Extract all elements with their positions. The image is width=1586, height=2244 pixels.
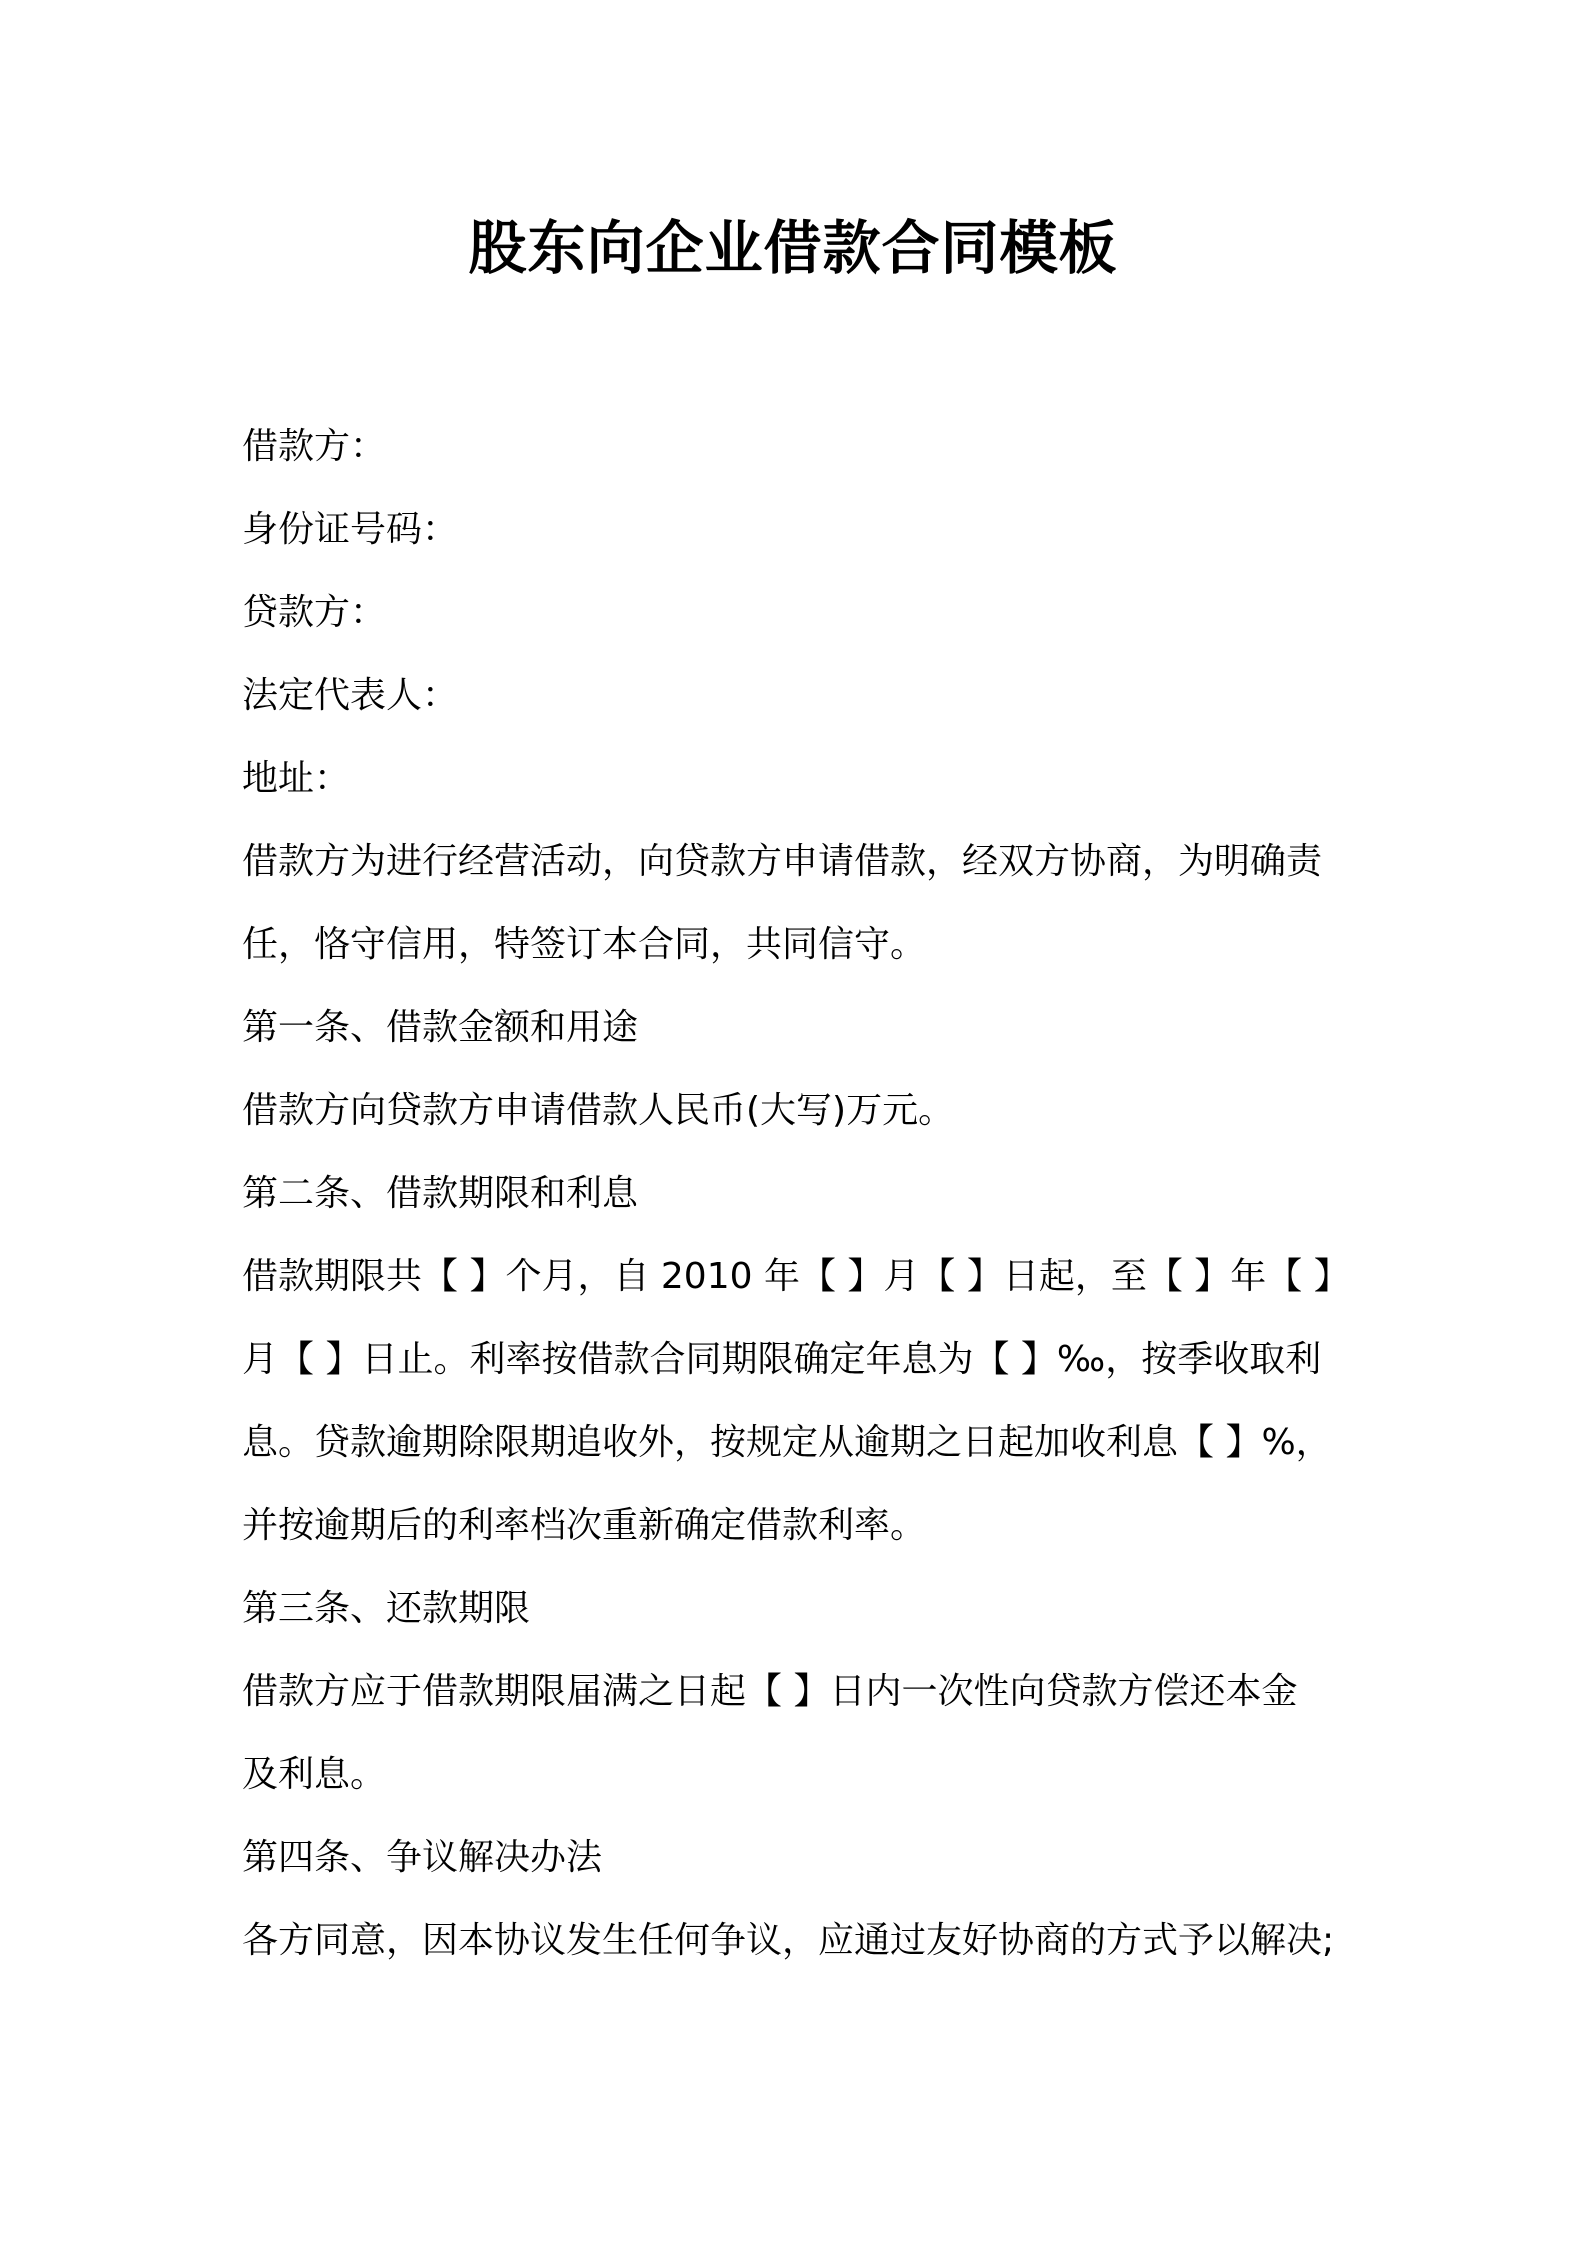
article-1-text: 借款方向贷款方申请借款人民币(大写)万元。 bbox=[242, 1090, 955, 1131]
document-body bbox=[242, 405, 1362, 1982]
article-2-text-line-1: 借款期限共【 】个月，自 2010 年【 】月【 】日起，至【 】年【 】 bbox=[242, 1256, 1350, 1297]
field-legal-representative: 法定代表人： bbox=[242, 675, 459, 716]
preamble-line-1: 借款方为进行经营活动，向贷款方申请借款，经双方协商，为明确责 bbox=[242, 841, 1323, 882]
preamble-line-2: 任，恪守信用，特签订本合同，共同信守。 bbox=[242, 924, 927, 965]
field-id-number: 身份证号码： bbox=[242, 509, 459, 550]
article-3-heading: 第三条、还款期限 bbox=[242, 1588, 531, 1629]
article-4-heading: 第四条、争议解决办法 bbox=[242, 1837, 603, 1878]
article-1-heading: 第一条、借款金额和用途 bbox=[242, 1007, 639, 1048]
article-2-heading: 第二条、借款期限和利息 bbox=[242, 1173, 639, 1214]
article-4-text-line-1: 各方同意，因本协议发生任何争议，应通过友好协商的方式予以解决; bbox=[242, 1920, 1335, 1961]
field-address: 地址： bbox=[242, 758, 351, 799]
field-borrower: 借款方： bbox=[242, 426, 387, 467]
article-2-text-line-4: 并按逾期后的利率档次重新确定借款利率。 bbox=[242, 1505, 927, 1546]
field-lender: 贷款方： bbox=[242, 592, 387, 633]
article-3-text-line-2: 及利息。 bbox=[242, 1754, 387, 1795]
article-2-text-line-3: 息。贷款逾期除限期追收外，按规定从逾期之日起加收利息【 】%， bbox=[242, 1422, 1332, 1463]
article-2-text-line-2: 月【 】日止。利率按借款合同期限确定年息为【 】‰，按季收取利 bbox=[242, 1339, 1322, 1380]
article-3-text-line-1: 借款方应于借款期限届满之日起【 】日内一次性向贷款方偿还本金 bbox=[242, 1671, 1298, 1712]
document-title: 股东向企业借款合同模板 bbox=[468, 214, 1118, 282]
